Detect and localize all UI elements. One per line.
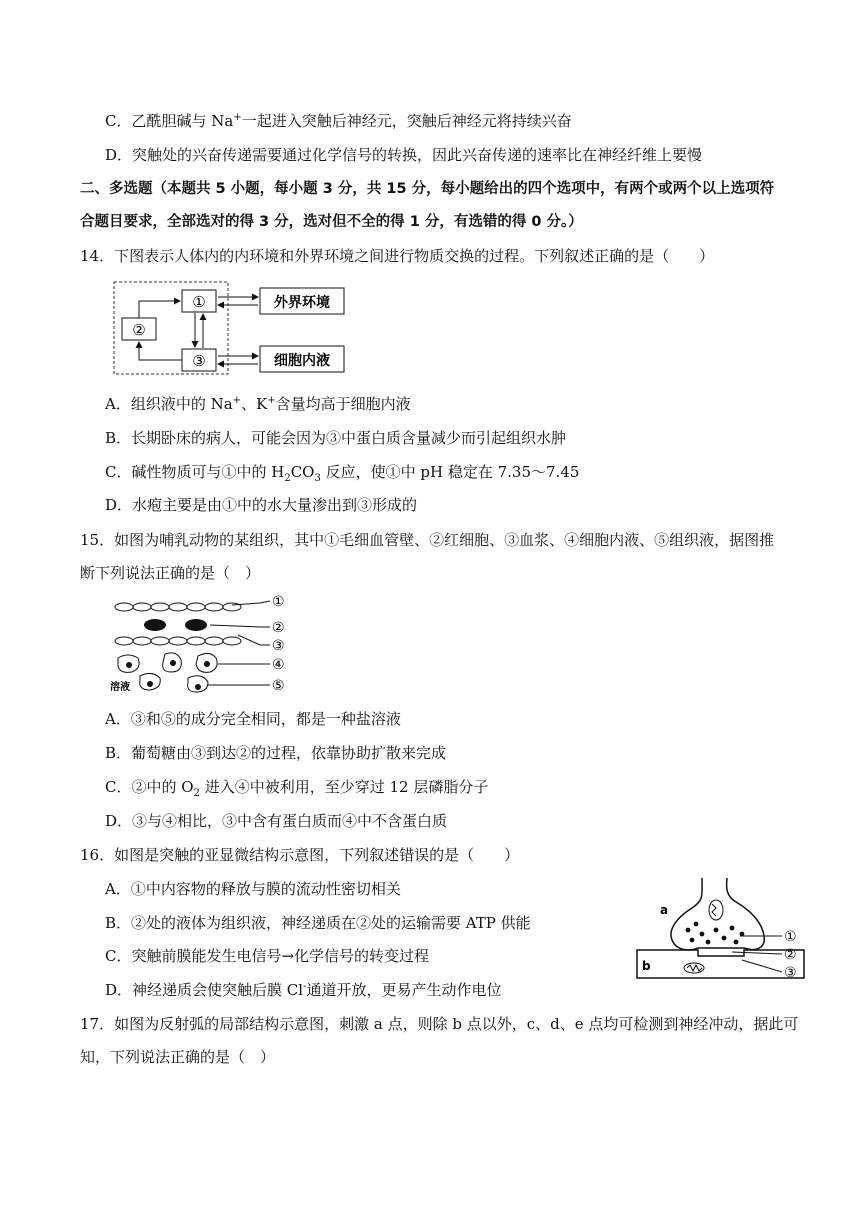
q14-option-d: D．水疱主要是由①中的水大量渗出到③形成的 [105,496,418,514]
q15-option-c: C．②中的 $O_2$ 进入④中被利用，至少穿过 12 层磷脂分子 [105,778,489,799]
q16-synapse-diagram [632,878,807,983]
q17-stem-line1: 17．如图为反射弧的局部结构示意图，刺激 a 点，则除 b 点以外，c、d、e 点均可检测到神经冲动，据此可 [80,1015,799,1033]
box-3-label: ③ [192,352,206,370]
q15-option-a: A．③和⑤的成分完全相同，都是一种盐溶液 [105,710,401,728]
q14-option-a: A．组织液中的 Na+、K+含量均高于细胞内液 [105,395,411,413]
q15-diagram [110,590,310,700]
q15-stem-line2: 断下列说法正确的是（ ） [80,564,261,582]
q16-option-b: B．②处的液体为组织液，神经递质在②处的运输需要 ATP 供能 [105,914,531,932]
label-1: ① [784,929,797,945]
q16-option-d: D．神经递质会使突触后膜 Cl-通道开放，更易产生动作电位 [105,981,502,999]
q14-stem: 14．下图表示人体内的内环境和外界环境之间进行物质交换的过程。下列叙述正确的是（ ） [80,247,715,265]
q15-option-b: B．葡萄糖由③到达②的过程，依靠协助扩散来完成 [105,744,447,762]
q15-option-d: D．③与④相比，③中含有蛋白质而④中不含蛋白质 [105,812,448,830]
q14-option-c: C．碱性物质可与①中的 $H_2CO_3$ 反应，使①中 pH 稳定在 7.35～7.45 [105,463,580,484]
q17-stem-line2: 知，下列说法正确的是（ ） [80,1048,276,1066]
label-3: ③ [272,638,285,654]
q16-stem: 16．如图是突触的亚显微结构示意图，下列叙述错误的是（ ） [80,846,520,864]
q13-option-d: D．突触处的兴奋传递需要通过化学信号的转换，因此兴奋传递的速率比在神经纤维上要慢 [105,146,703,164]
q16-option-c: C．突触前膜能发生电信号→化学信号的转变过程 [105,947,430,965]
section-header-line1: 二、多选题（本题共 5 小题，每小题 3 分，共 15 分，每小题给出的四个选项中，有两个或两个以上选项符 [80,181,775,197]
box-1-label: ① [192,293,206,311]
q13-option-c: C．乙酰胆碱与 Na+一起进入突触后神经元，突触后神经元将持续兴奋 [105,112,572,130]
box-2-label: ② [132,321,146,339]
label-b: b [642,959,651,973]
q15-stem-line1: 15．如图为哺乳动物的某组织，其中①毛细血管壁、②红细胞、③血浆、④细胞内液、⑤组织液，据图推 [80,531,775,549]
q14-option-b: B．长期卧床的病人，可能会因为③中蛋白质含量减少而引起组织水肿 [105,429,567,447]
solution-label: 溶液 [110,682,130,693]
label-4: ④ [272,657,285,673]
label-5: ⑤ [272,678,285,694]
label-2: ② [784,947,797,963]
label-1: ① [272,594,285,610]
label-2: ② [272,620,285,636]
outer-env-label: 外界环境 [274,295,330,311]
label-3: ③ [784,965,797,981]
label-a: a [660,903,669,917]
section-header-line2: 合题目要求，全部选对的得 3 分，选对但不全的得 1 分，有选错的得 0 分。） [80,214,583,230]
q16-option-a: A．①中内容物的释放与膜的流动性密切相关 [105,880,401,898]
intracellular-label: 细胞内液 [274,353,330,369]
q14-diagram [112,280,352,376]
